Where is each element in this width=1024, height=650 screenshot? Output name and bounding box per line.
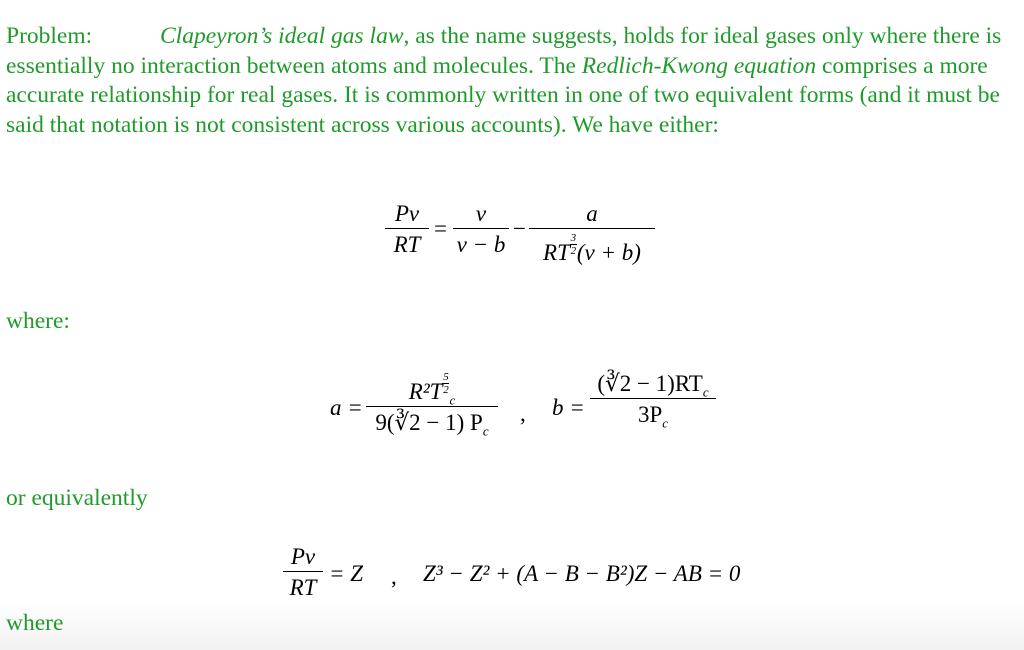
- equation-constants: [330, 372, 730, 462]
- label-or-equivalently: or equivalently: [6, 485, 148, 511]
- fraction-denominator: [590, 402, 716, 431]
- fraction-numerator: [366, 371, 498, 408]
- fraction-bar: [453, 228, 509, 229]
- fraction-denominator: RT: [289, 575, 317, 600]
- fraction-b-definition: [590, 371, 716, 431]
- subscript-c: c: [662, 415, 669, 431]
- fraction-a-term: [529, 202, 655, 264]
- b-denominator-text: 3P: [637, 402, 663, 427]
- v-plus-b-text: (v + b): [576, 240, 641, 266]
- exponent-denominator: 2: [443, 384, 449, 396]
- rt-text: RT: [543, 240, 570, 266]
- cubic-equation: Z³ − Z² + (A − B − B²)Z − AB = 0: [423, 561, 741, 586]
- b-equals: b =: [552, 395, 585, 420]
- subscript-c: c: [702, 384, 709, 400]
- fraction-denominator: RT: [393, 232, 421, 257]
- fraction-bar: [283, 571, 323, 572]
- fraction-pv-rt: [385, 202, 429, 256]
- fraction-numerator: v: [475, 201, 487, 226]
- comma-separator: ,: [520, 401, 526, 426]
- minus-sign: −: [513, 216, 526, 241]
- fraction-bar: [366, 406, 498, 407]
- exponent-numerator: 5: [443, 371, 449, 383]
- exponent-numerator: 3: [570, 232, 577, 244]
- fraction-numerator: [590, 371, 716, 400]
- fraction-numerator: Pv: [394, 201, 420, 226]
- fraction-denominator: v − b: [456, 232, 506, 257]
- problem-label: Problem:: [6, 23, 93, 49]
- fraction-bar: [385, 228, 429, 229]
- fraction-numerator: Pv: [290, 544, 316, 569]
- fraction-pv-rt: [283, 545, 323, 599]
- fraction-bar: [529, 228, 655, 229]
- fraction-denominator: [529, 233, 655, 264]
- intro-text-2: comprises a more accurate relationship for real gases. It is commonly written in one of two equivalent forms (and it must be said that notation is not consistent across various accounts). We have either:: [6, 52, 1000, 138]
- fraction-denominator: [366, 410, 498, 439]
- equals-z: = Z: [329, 561, 364, 586]
- intro-text-1: , as the name suggests, holds for ideal gases only where there is essentially no interaction between atoms and molecules. The: [6, 23, 1002, 79]
- problem-statement: [6, 22, 1016, 140]
- a-denominator-text: 9(∛2 − 1) P: [375, 410, 483, 436]
- exponent-denominator: 2: [570, 245, 577, 257]
- term-clapeyron: Clapeyron’s ideal gas law: [160, 23, 404, 49]
- fraction-bar: [590, 398, 716, 399]
- page-bottom-fade: [0, 600, 1024, 650]
- fraction-a-definition: [366, 371, 498, 439]
- b-numerator-text: (∛2 − 1)RT: [597, 371, 703, 396]
- subscript-c: c: [449, 392, 456, 408]
- term-redlich-kwong: Redlich-Kwong equation: [581, 52, 817, 79]
- fraction-v-over-v-minus-b: [453, 202, 509, 256]
- fraction-numerator: a: [586, 201, 598, 226]
- exponent-five-halves: [442, 372, 449, 395]
- exponent-three-halves: [570, 233, 577, 256]
- equation-cubic-form: [283, 545, 773, 607]
- label-where-bottom: where: [6, 610, 64, 636]
- r2t-text: R²T: [408, 379, 443, 405]
- equation-redlich-kwong: [385, 202, 665, 272]
- a-equals: a =: [330, 395, 363, 420]
- subscript-c: c: [482, 423, 489, 439]
- equals-sign: =: [434, 216, 447, 241]
- label-where: where:: [6, 308, 70, 334]
- comma-separator: ,: [391, 564, 397, 589]
